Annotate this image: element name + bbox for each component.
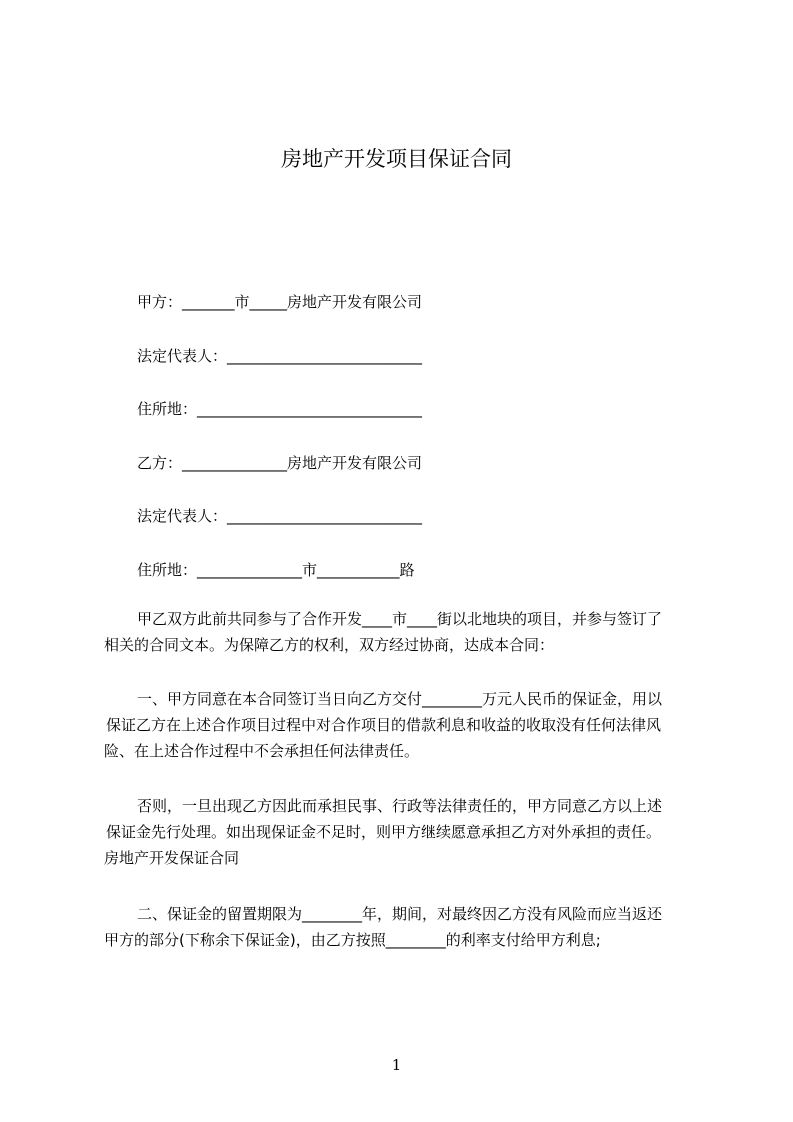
page-number: 1	[391, 1056, 402, 1074]
paragraph-line: 相关的合同文本。为保障乙方的权利，双方经过协商，达成本合同：	[104, 636, 555, 654]
preamble-paragraph	[104, 606, 704, 658]
clause-two-paragraph	[104, 901, 704, 953]
paragraph-line: 保证乙方在上述合作项目过程中对合作项目的借款利息和收益的收取没有任何法律风	[106, 716, 662, 734]
paragraph-line: 房地产开发保证合同	[104, 849, 240, 867]
paragraph-line: 险、在上述合作过程中不会承担任何法律责任。	[104, 742, 420, 760]
party-b-representative-line: 法定代表人：__________________________	[137, 507, 423, 525]
paragraph-line: 甲方的部分(下称余下保证金)，由乙方按照________的利率支付给甲方利息;	[104, 931, 601, 949]
party-a-address-line: 住所地：______________________________	[137, 400, 423, 418]
paragraph-line: 二、保证金的留置期限为________年，期间，对最终因乙方没有风险而应当返还	[137, 905, 663, 923]
party-b-line: 乙方：______________房地产开发有限公司	[137, 454, 423, 472]
paragraph-line: 保证金先行处理。如出现保证金不足时，则甲方继续愿意承担乙方对外承担的责任。	[106, 823, 662, 841]
paragraph-line: 一、甲方同意在本合同签订当日向乙方交付________万元人民币的保证金，用以	[137, 690, 663, 708]
paragraph-line: 甲乙双方此前共同参与了合作开发____市____街以北地块的项目，并参与签订了	[137, 610, 663, 628]
paragraph-line: 否则，一旦出现乙方因此而承担民事、行政等法律责任的，甲方同意乙方以上述	[137, 797, 663, 815]
party-b-address-line: 住所地：______________市___________路	[137, 561, 415, 579]
party-a-line: 甲方：_______市_____房地产开发有限公司	[137, 293, 423, 311]
party-a-representative-line: 法定代表人：__________________________	[137, 347, 423, 365]
clause-one-paragraph	[104, 686, 704, 764]
document-title: 房地产开发项目保证合同	[281, 147, 512, 171]
liability-paragraph	[104, 793, 704, 871]
